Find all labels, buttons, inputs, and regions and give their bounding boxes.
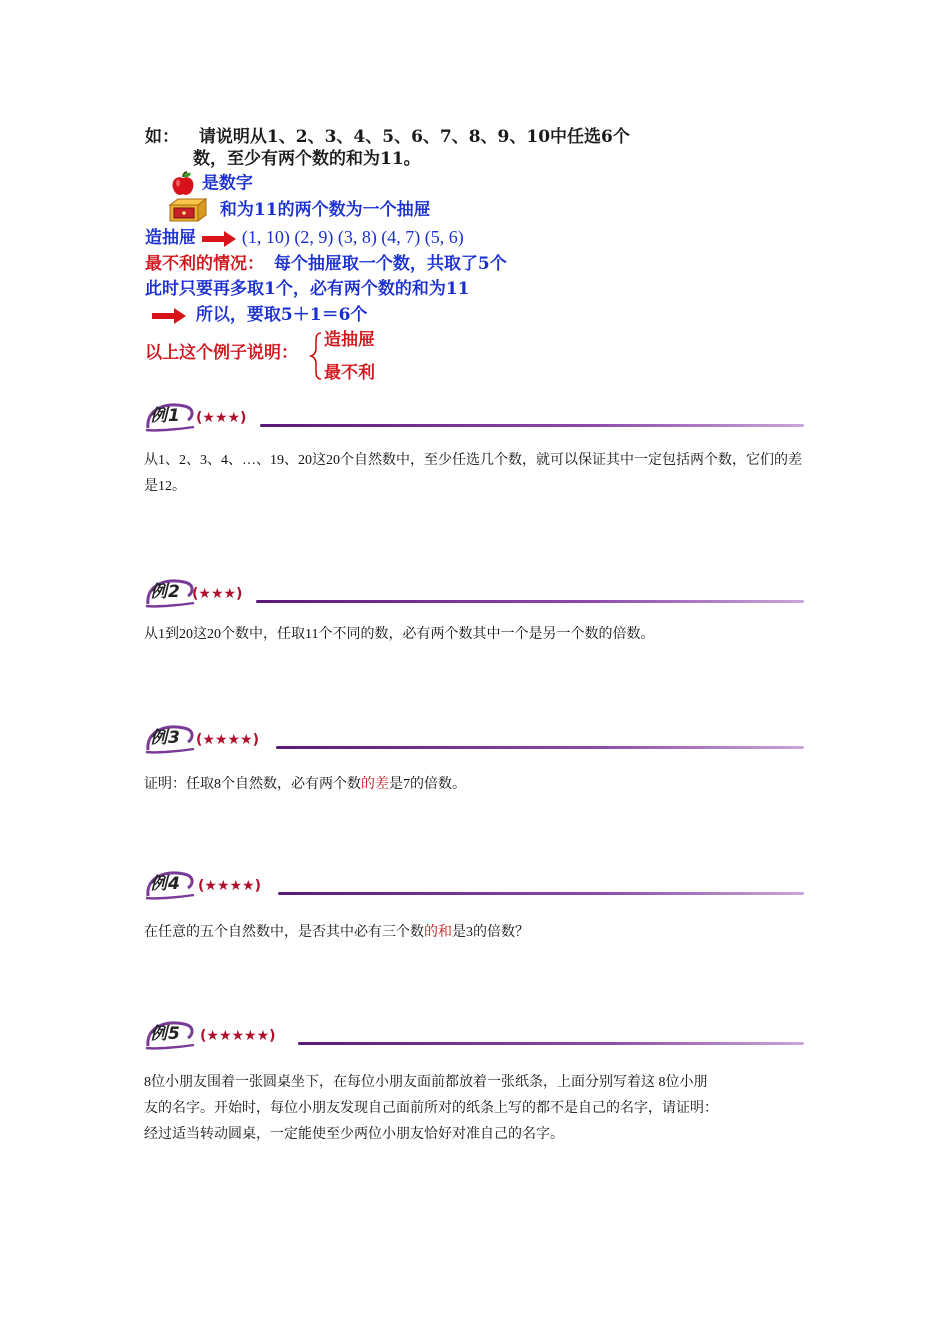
brace-icon bbox=[309, 332, 323, 380]
make-drawer-row bbox=[145, 226, 464, 249]
red-arrow-icon-2 bbox=[152, 308, 186, 324]
example-5-divider bbox=[298, 1042, 804, 1045]
example-4-divider bbox=[278, 892, 804, 895]
example-1-divider bbox=[260, 424, 804, 427]
drawer-row bbox=[168, 197, 431, 223]
example-4-tag: 例4 bbox=[150, 874, 181, 894]
drawer-text: 和为11的两个数为一个抽屉 bbox=[219, 199, 431, 220]
example-5-line-3: 经过适当转动圆桌，一定能使至少两位小朋友恰好对准自己的名字。 bbox=[144, 1127, 564, 1142]
example-1-tag: 例1 bbox=[150, 406, 181, 426]
example-3-tag: 例3 bbox=[150, 728, 181, 748]
example-1-header bbox=[144, 400, 804, 434]
summary-label: 以上这个例子说明： bbox=[145, 343, 298, 363]
apple-row bbox=[170, 171, 253, 197]
summary-item-1: 造抽屉 bbox=[324, 330, 375, 350]
example-5-line-2: 友的名字。开始时，每位小朋友发现自己面前所对的纸条上写的都不是自己的名字，请证明： bbox=[144, 1101, 718, 1116]
example-4-text-b: 是3的倍数？ bbox=[452, 925, 529, 940]
example-5-stars: (★★★★★) bbox=[200, 1028, 276, 1044]
example-3-text-b: 是7的倍数。 bbox=[389, 777, 466, 792]
summary-item-2: 最不利 bbox=[324, 363, 375, 383]
example-3-divider bbox=[276, 746, 804, 749]
example-4-stars: (★★★★) bbox=[198, 878, 261, 894]
drawer-icon bbox=[168, 197, 208, 223]
intro-ru-label: 如： bbox=[145, 127, 179, 147]
so-text: 所以，要取5＋1＝6个 bbox=[195, 305, 368, 325]
apple-icon bbox=[170, 171, 196, 197]
example-1-stars: (★★★) bbox=[196, 410, 247, 426]
intro-question-line2: 数，至少有两个数的和为11。 bbox=[193, 149, 421, 169]
red-arrow-icon bbox=[202, 231, 236, 247]
then-text: 此时只要再多取1个，必有两个数的和为11 bbox=[145, 279, 470, 299]
make-drawer-label: 造抽屉 bbox=[145, 228, 196, 248]
example-3-header bbox=[144, 722, 804, 756]
example-1-body: 从1、2、3、4、…、19、20这20个自然数中，至少任选几个数，就可以保证其中一定包括两个数，它们的差是12。 bbox=[144, 453, 802, 494]
example-4-highlight: 的和 bbox=[424, 925, 452, 940]
example-5-header bbox=[144, 1018, 804, 1052]
pairs-text: (1, 10) (2, 9) (3, 8) (4, 7) (5, 6) bbox=[241, 227, 464, 247]
example-2-tag: 例2 bbox=[150, 582, 181, 602]
example-3-text bbox=[144, 772, 808, 798]
intro-line-1 bbox=[145, 126, 630, 148]
worst-case-text: 每个抽屉取一个数，共取了5个 bbox=[273, 254, 507, 274]
example-3-highlight: 的差 bbox=[361, 777, 389, 792]
example-3-stars: (★★★★) bbox=[196, 732, 259, 748]
example-5-text bbox=[144, 1070, 808, 1148]
example-2-divider bbox=[256, 600, 804, 603]
example-2-header bbox=[144, 576, 804, 610]
example-3-text-a: 证明：任取8个自然数，必有两个数 bbox=[144, 777, 361, 792]
example-5-tag: 例5 bbox=[150, 1024, 181, 1044]
example-2-stars: (★★★) bbox=[192, 586, 243, 602]
intro-question-line1: 请说明从1、2、3、4、5、6、7、8、9、10中任选6个 bbox=[198, 127, 630, 147]
apple-text: 是数字 bbox=[201, 173, 253, 194]
so-row bbox=[152, 304, 367, 326]
example-4-header bbox=[144, 868, 804, 902]
example-1-text bbox=[144, 448, 808, 500]
worst-case-label: 最不利的情况： bbox=[145, 254, 264, 274]
example-2-text: 从1到20这20个数中，任取11个不同的数，必有两个数其中一个是另一个数的倍数。 bbox=[144, 627, 655, 642]
example-4-text bbox=[144, 920, 808, 946]
example-5-line-1: 8位小朋友围着一张圆桌坐下，在每位小朋友面前都放着一张纸条，上面分别写着这 8位小朋 bbox=[144, 1075, 708, 1090]
worst-case-row bbox=[145, 253, 507, 275]
example-4-text-a: 在任意的五个自然数中，是否其中必有三个数 bbox=[144, 925, 424, 940]
